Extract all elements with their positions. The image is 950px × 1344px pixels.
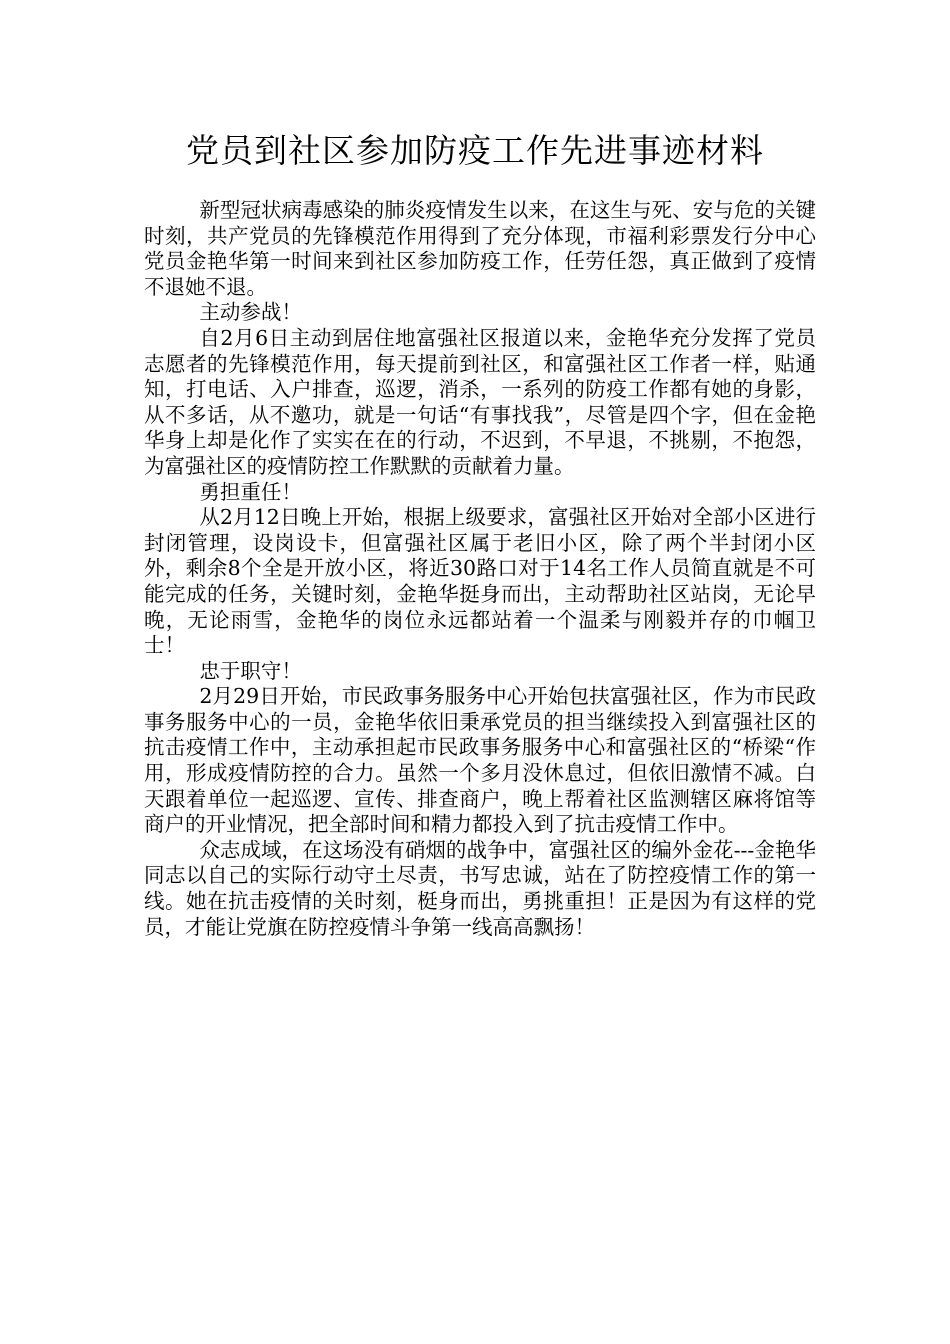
paragraph-take-responsibility: 从2月12日晚上开始，根据上级要求，富强社区开始对全部小区进行封闭管理，设岗设卡，但富强社区属于老旧小区，除了两个半封闭小区外，剩余8个全是开放小区，将近30路口对于14名工作人员简直就是不可能完成的任务，关键时刻，金艳华挺身而出，主动帮助社区站岗，无论早晚，无论雨雪，金艳华的岗位永远都站着一个温柔与刚毅并存的巾帼卫士！ xyxy=(144,505,816,658)
paragraph-intro: 新型冠状病毒感染的肺炎疫情发生以来，在这生与死、安与危的关键时刻，共产党员的先锋模范作用得到了充分体现，市福利彩票发行分中心党员金艳华第一时间来到社区参加防疫工作，任劳任怨，真正做到了疫情不退她不退。 xyxy=(144,198,816,299)
document-body xyxy=(144,198,816,940)
paragraph-conclusion: 众志成域，在这场没有硝烟的战争中，富强社区的编外金花---金艳华同志以自己的实际行动守土尽责，书写忠诚，站在了防控疫情工作的第一线。她在抗击疫情的关时刻，梃身而出，勇挑重担！正是因为有这样的党员，才能让党旗在防控疫情斗争第一线高高飘扬！ xyxy=(144,837,816,939)
paragraph-active-participation: 自2月6日主动到居住地富强社区报道以来，金艳华充分发挥了党员志愿者的先锋模范作用，每天提前到社区，和富强社区工作者一样，贴通知，打电话、入户排查，巡逻，消杀，一系列的防疫工作都有她的身影，从不多话，从不邀功，就是一句话“有事找我”，尽管是四个字，但在金艳华身上却是化作了实实在在的行动，不迟到，不早退，不挑剔，不抱怨，为富强社区的疫情防控工作默默的贡献着力量。 xyxy=(144,325,816,478)
section-heading-loyal-to-duty: 忠于职守！ xyxy=(199,658,302,683)
document-title: 党员到社区参加防疫工作先进事迹材料 xyxy=(186,131,764,170)
section-heading-take-responsibility: 勇担重任！ xyxy=(199,479,302,504)
paragraph-loyal-to-duty: 2月29日开始，市民政事务服务中心开始包扶富强社区，作为市民政事务服务中心的一员，金艳华依旧秉承党员的担当继续投入到富强社区的抗击疫情工作中，主动承担起市民政事务服务中心和富强社区的“桥梁“作用，形成疫情防控的合力。虽然一个多月没休息过，但依旧激情不减。白天跟着单位一起巡逻、宣传、排查商户，晚上帮着社区监测辖区麻将馆等商户的开业情况，把全部时间和精力都投入到了抗击疫情工作中。 xyxy=(144,684,816,837)
section-heading-active-participation: 主动参战！ xyxy=(199,300,302,325)
